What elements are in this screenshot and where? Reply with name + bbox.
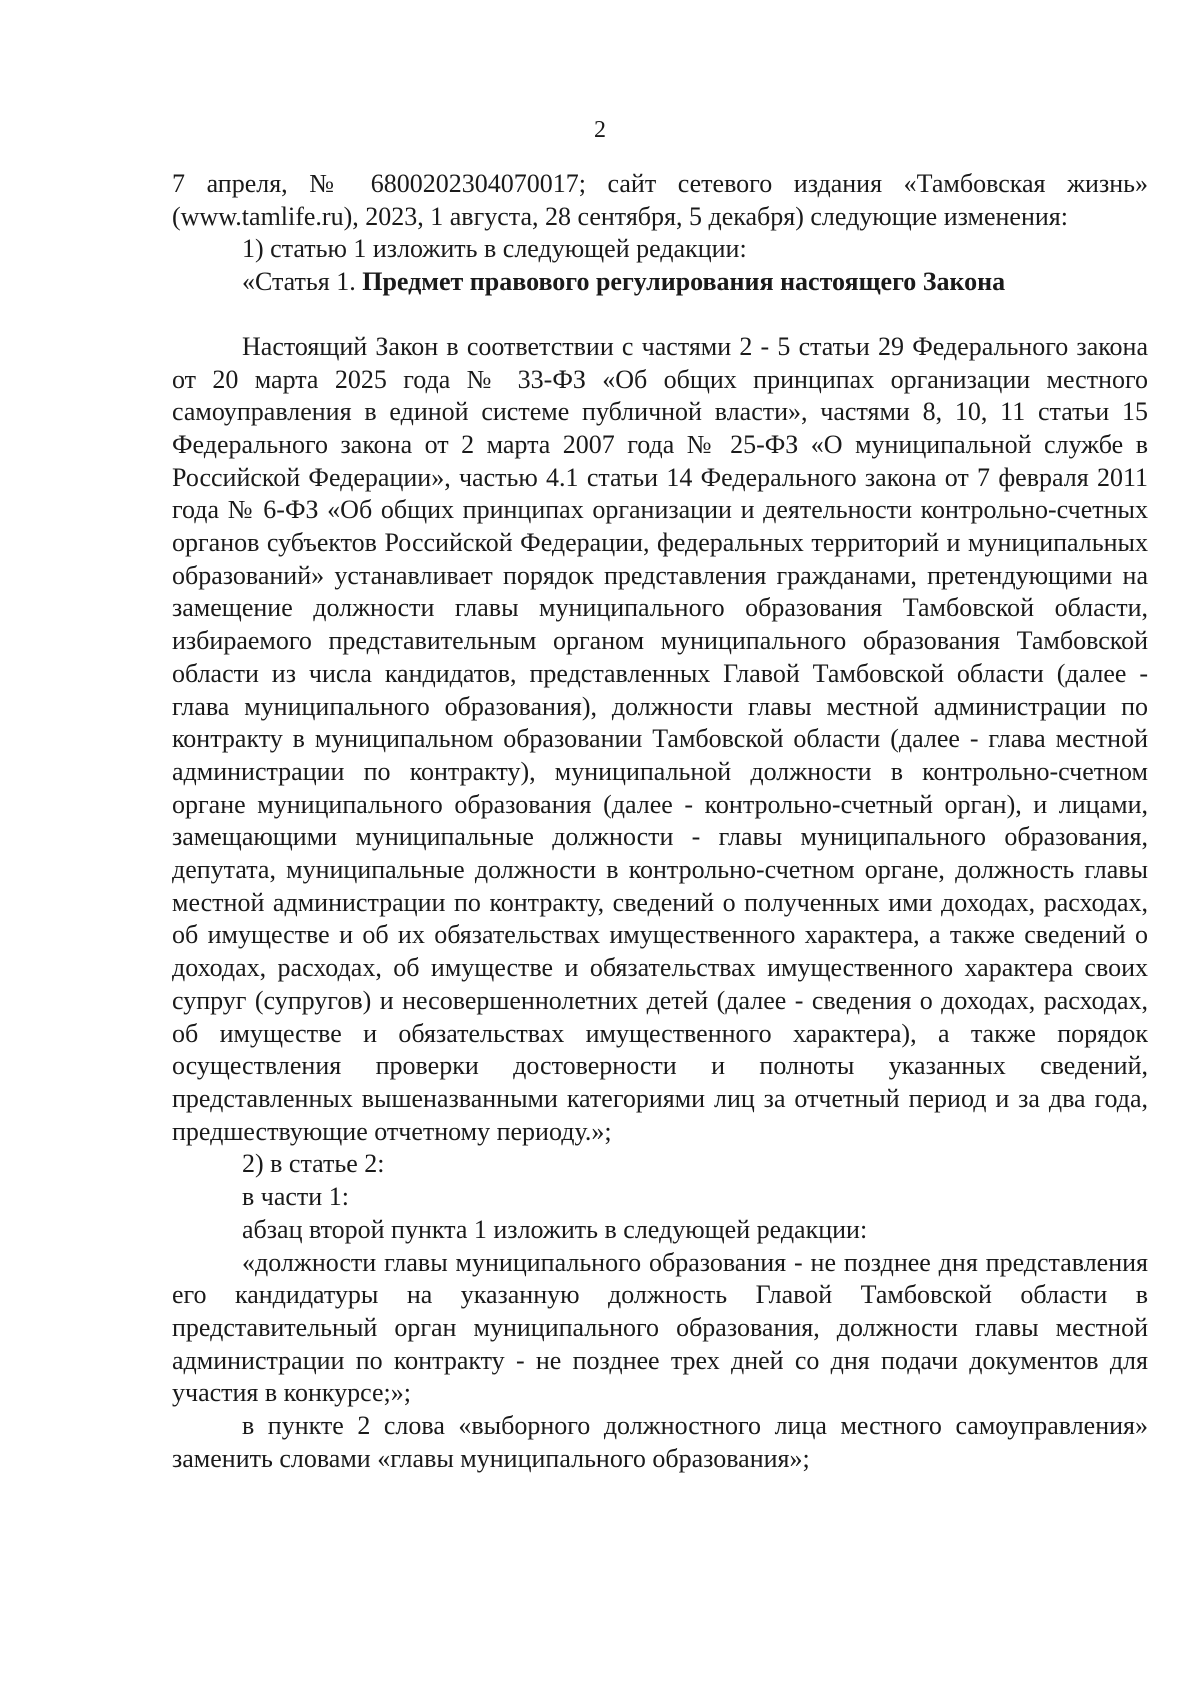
paragraph-item-1: 1) статью 1 изложить в следующей редакции: xyxy=(242,234,747,264)
document-body xyxy=(172,168,1148,1475)
blank-line xyxy=(172,299,1148,331)
article-heading-title: Предмет правового регулирования настоящего Закона xyxy=(362,267,1006,297)
paragraph-new-wording: «должности главы муниципального образования - не позднее дня представления его кандидатуры на указанную должность Главой Тамбовской области в представительный орган муниципального образования, должности главы местной администрации по контракту - не позднее трех дней со дня подачи документов для участия в конкурсе;»; xyxy=(172,1247,1148,1408)
paragraph-continuation: 7 апреля, № 6800202304070017; сайт сетевого издания «Тамбовская жизнь» (www.tamlife.ru), 2023, 1 августа, 28 сентября, 5 декабря) следующие изменения: xyxy=(172,169,1148,231)
paragraph-subitem-1: абзац второй пункта 1 изложить в следующей редакции: xyxy=(242,1214,868,1244)
paragraph-subitem-2: в пункте 2 слова «выборного должностного лица местного самоуправления» заменить словами «главы муниципального образования»; xyxy=(172,1411,1148,1473)
paragraph-item-2: 2) в статье 2: xyxy=(242,1149,385,1179)
paragraph-part-1: в части 1: xyxy=(242,1182,349,1212)
paragraph-article-1-body: Настоящий Закон в соответствии с частями 2 - 5 статьи 29 Федерального закона от 20 марта 2025 года № 33-ФЗ «Об общих принципах организации местного самоуправления в единой системе публичной власти», частями 8, 10, 11 статьи 15 Федерального закона от 2 марта 2007 года № 25-ФЗ «О муниципальной службе в Российской Федерации», частью 4.1 статьи 14 Федерального закона от 7 февраля 2011 года № 6-ФЗ «Об общих принципах организации и деятельности контрольно-счетных органов субъектов Российской Федерации, федеральных территорий и муниципальных образований» устанавливает порядок представления гражданами, претендующими на замещение должности главы муниципального образования Тамбовской области, избираемого представительным органом муниципального образования Тамбовской области из числа кандидатов, представленных Главой Тамбовской области (далее - глава муниципального образования), должности главы местной администрации по контракту в муниципальном образовании Тамбовской области (далее - глава местной администрации по контракту), муниципальной должности в контрольно-счетном органе муниципального образования (далее - контрольно-счетный орган), и лицами, замещающими муниципальные должности - главы муниципального образования, депутата, муниципальные должности в контрольно-счетном органе, должность главы местной администрации по контракту, сведений о полученных ими доходах, расходах, об имуществе и об их обязательствах имущественного характера, а также сведений о доходах, расходах, об имуществе и обязательствах имущественного характера своих супруг (супругов) и несовершеннолетних детей (далее - сведения о доходах, расходах, об имуществе и обязательствах имущественного характера), а также порядок осуществления проверки достоверности и полноты указанных сведений, представленных вышеназванными категориями лиц за отчетный период и за два года, предшествующие отчетному периоду.»; xyxy=(172,331,1148,1146)
article-heading xyxy=(172,266,1148,299)
page-number: 2 xyxy=(594,117,606,143)
article-heading-prefix: «Статья 1. xyxy=(242,267,363,297)
